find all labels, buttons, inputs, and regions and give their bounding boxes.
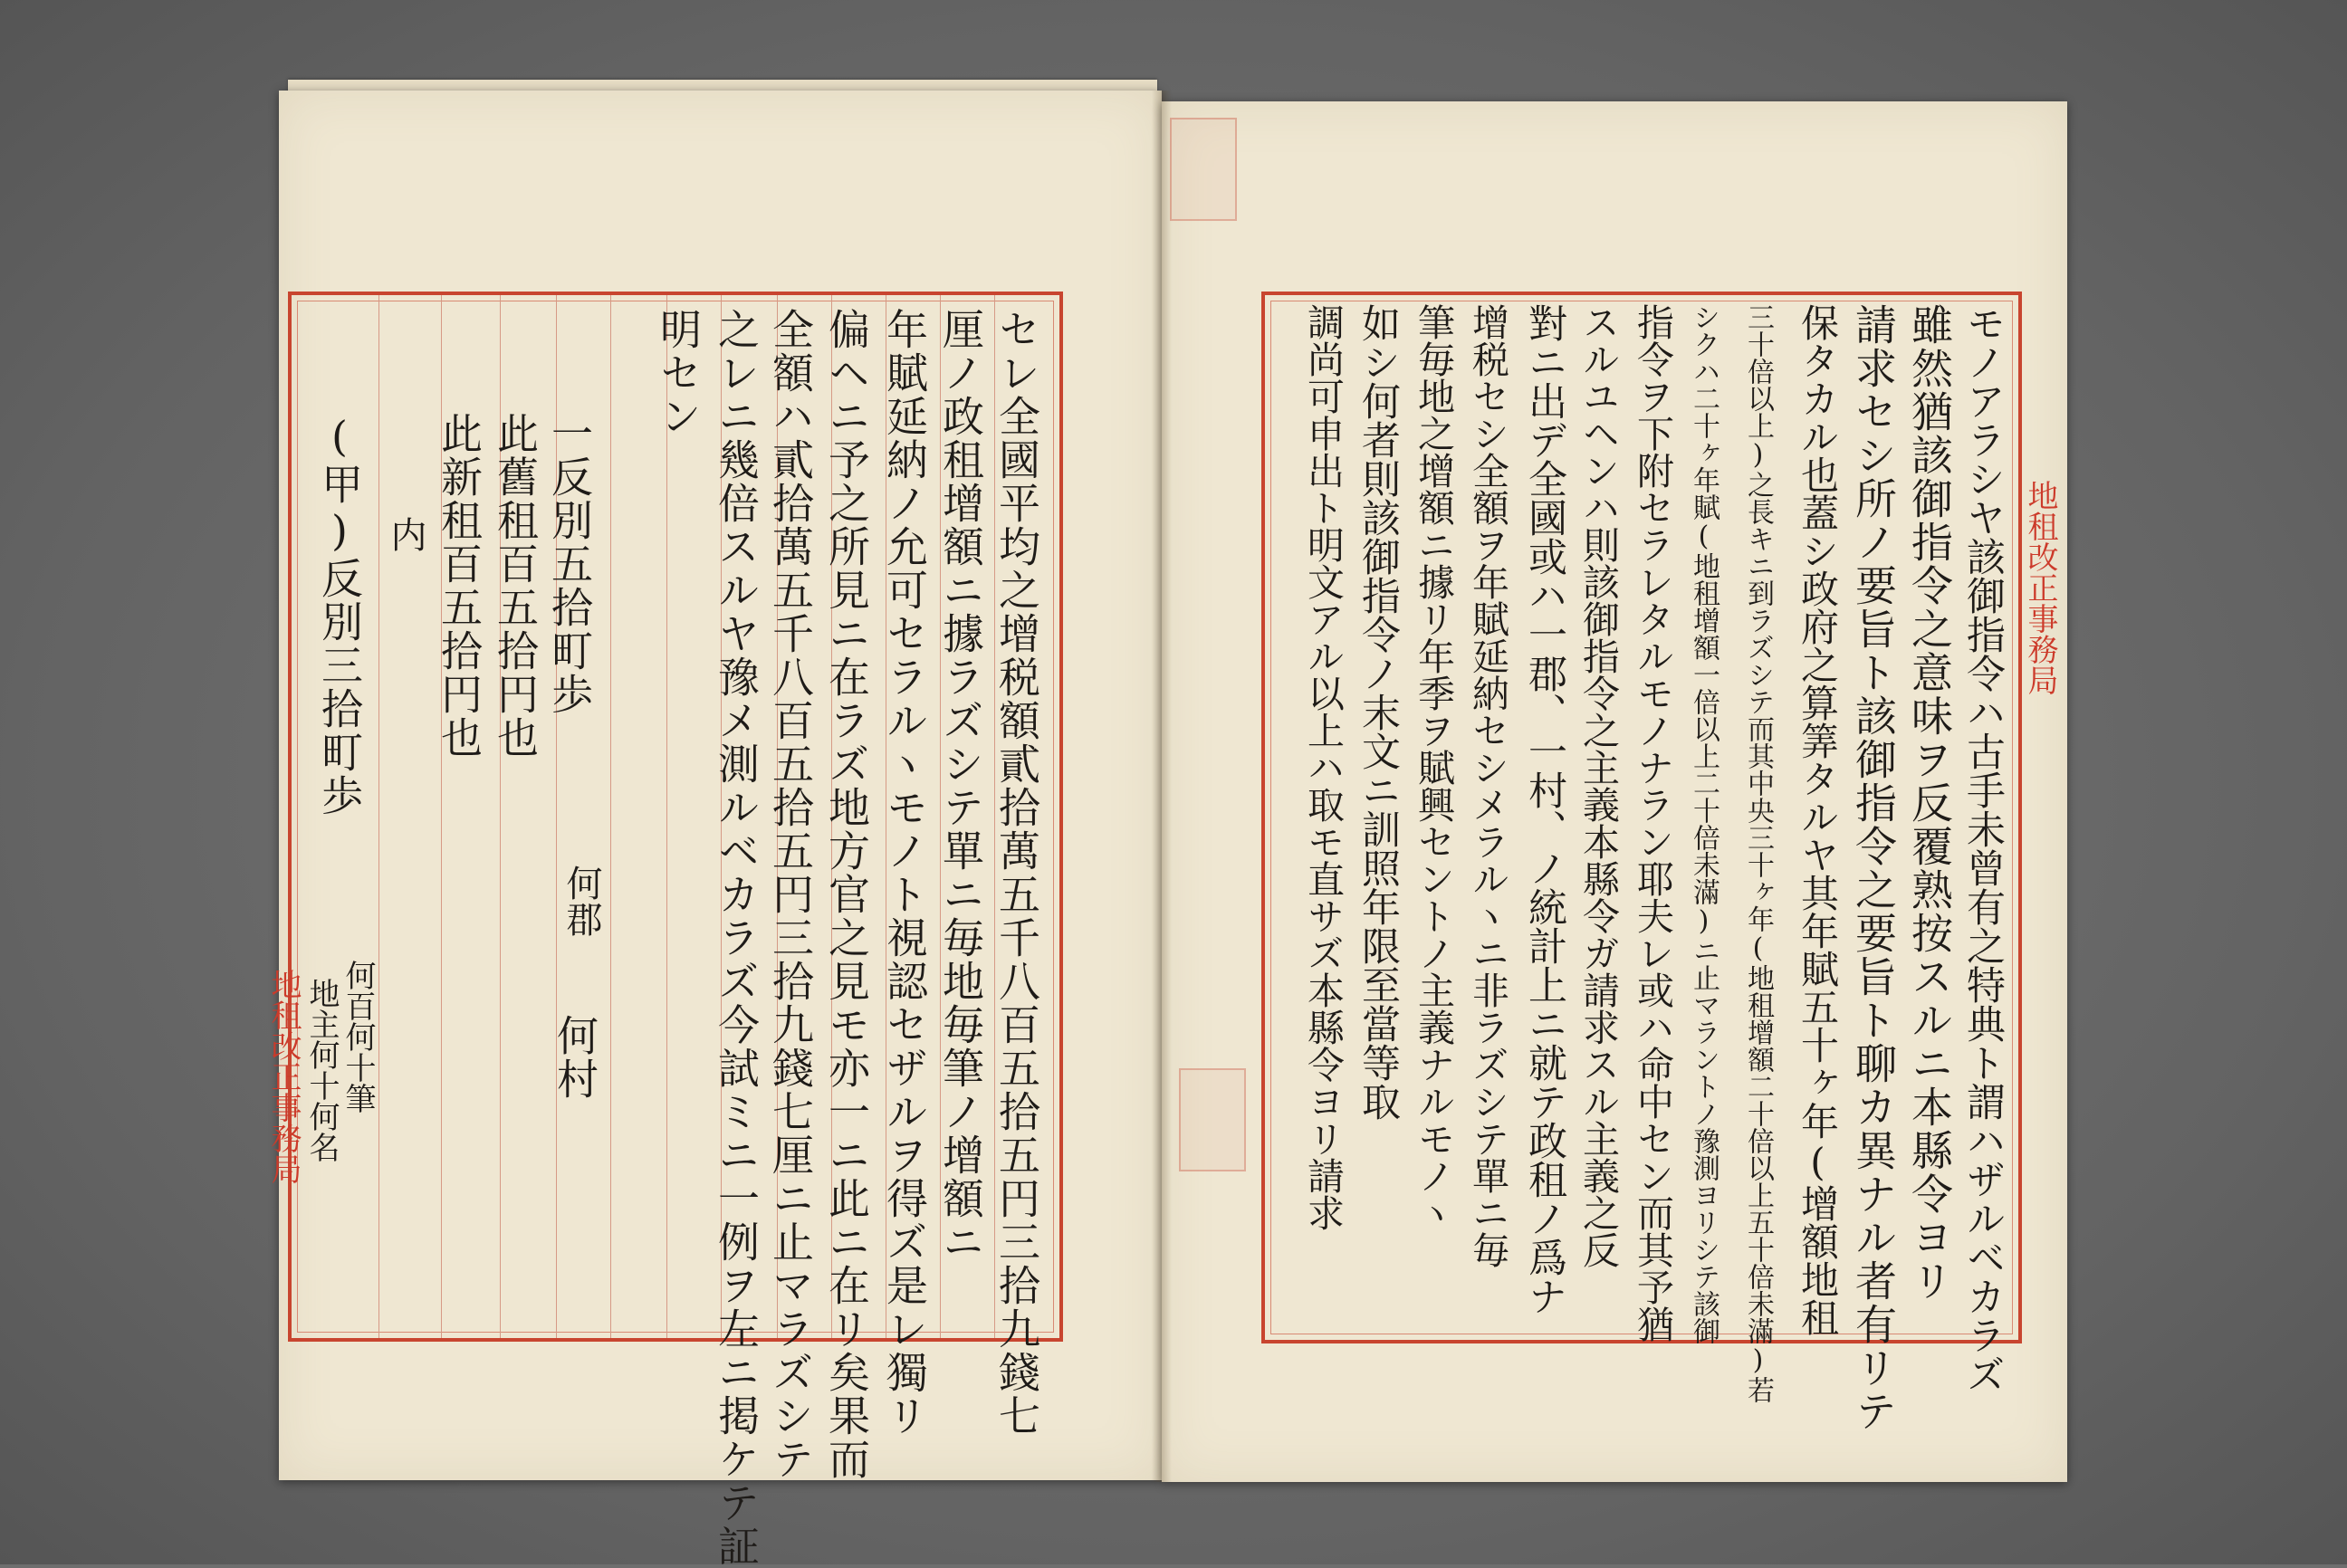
body-text-column: スルユヘンハ則該御指令之主義本縣令ガ請求スル主義之反 (1576, 303, 1620, 1268)
district-label: 何郡 (560, 865, 602, 937)
body-text-column: 全額ハ貳拾萬五千八百五拾五円三拾九錢七厘ニ止マラズシテ (766, 308, 815, 1481)
red-margin-note: 地租改正事務局 (265, 969, 302, 1184)
body-text-column: 厘ノ政租增額ニ據ラズシテ單ニ毎地毎筆ノ增額ニ (936, 308, 985, 1264)
column-rule (378, 295, 379, 1338)
body-text-column: 指令ヲ下附セラレタルモノナラン耶夫レ或ハ命中セン而其予猶 (1631, 303, 1674, 1343)
example-line-area: 一反別五拾町歩 (545, 412, 594, 716)
body-text-column: 調尚可申出ト明文アル以上ハ取モ直サズ本縣令ヨリ請求 (1301, 303, 1345, 1231)
body-text-column: 如シ何者則該御指令ノ末文ニ訓照年限至當等取 (1356, 303, 1401, 1121)
column-rule (666, 295, 667, 1338)
faint-seal-stamp (1170, 118, 1237, 221)
note-lots: 何百何十筆 (340, 960, 376, 1114)
village-label: 何村 (551, 1014, 599, 1101)
example-line-inner: 内 (385, 516, 426, 552)
book-gutter (1152, 91, 1172, 1482)
body-text-column: 明セン (654, 308, 703, 438)
body-text-column: セレ全國平均之增税額貳拾萬五千八百五拾五円三拾九錢七 (992, 308, 1041, 1438)
body-text-column: 三十倍以上)之長キニ到ラズシテ而其中央三十ヶ年(地租增額二十倍以上五十倍未滿)若 (1742, 303, 1774, 1403)
body-text-column: 筆毎地之增額ニ據リ年季ヲ賦興セントノ主義ナルモノヽ (1412, 303, 1455, 1231)
body-text-column: 增税セシ全額ヲ年賦延納セシメラルヽニ非ラズシテ單ニ毎 (1466, 303, 1509, 1268)
example-line-old-tax: 此舊租百五拾円也 (491, 412, 540, 760)
example-line-sub-area: (甲)反別三拾町歩 (315, 412, 364, 817)
column-rule (610, 295, 611, 1338)
red-margin-note: 地租改正事務局 (2022, 480, 2058, 695)
body-text-column: 保タカル也蓋シ政府之算筭タルヤ其年賦五十ヶ年(增額地租 (1796, 303, 1840, 1336)
body-text-column: 之レニ幾倍スルヤ豫メ測ルベカラズ今試ミニ一例ヲ左ニ掲ケテ証 (712, 308, 761, 1568)
body-text-column: モノアラシヤ該御指令ハ古手未曾有之特典ト謂ハザルベカラズ (1960, 303, 2006, 1393)
body-text-column: 偏ヘニ予之所見ニ在ラズ地方官之見モ亦一ニ此ニ在リ矣果而 (822, 308, 871, 1481)
body-text-column: 對ニ出デ全國或ハ一郡、一村、ノ統計上ニ就テ政租ノ爲ナ (1522, 303, 1567, 1315)
example-line-new-tax: 此新租百五拾円也 (435, 412, 484, 760)
body-text-column: シクハ二十ヶ年賦(地租增額一倍以上二十倍未滿)ニ止マラントノ豫測ヨリシテ該御 (1688, 303, 1720, 1344)
body-text-column: 請求セシ所ノ要旨ト該御指令之要旨ト聊カ異ナル者有リテ (1849, 303, 1898, 1433)
faint-seal-stamp (1179, 1068, 1246, 1171)
body-text-column: 年賦延納ノ允可セラルヽモノト視認セザルヲ得ズ是レ獨リ (880, 308, 929, 1438)
body-text-column: 雖然猶該御指令之意味ヲ反覆熟按スルニ本縣令ヨリ (1905, 303, 1954, 1303)
note-landowners: 地主何十何名 (303, 978, 340, 1162)
